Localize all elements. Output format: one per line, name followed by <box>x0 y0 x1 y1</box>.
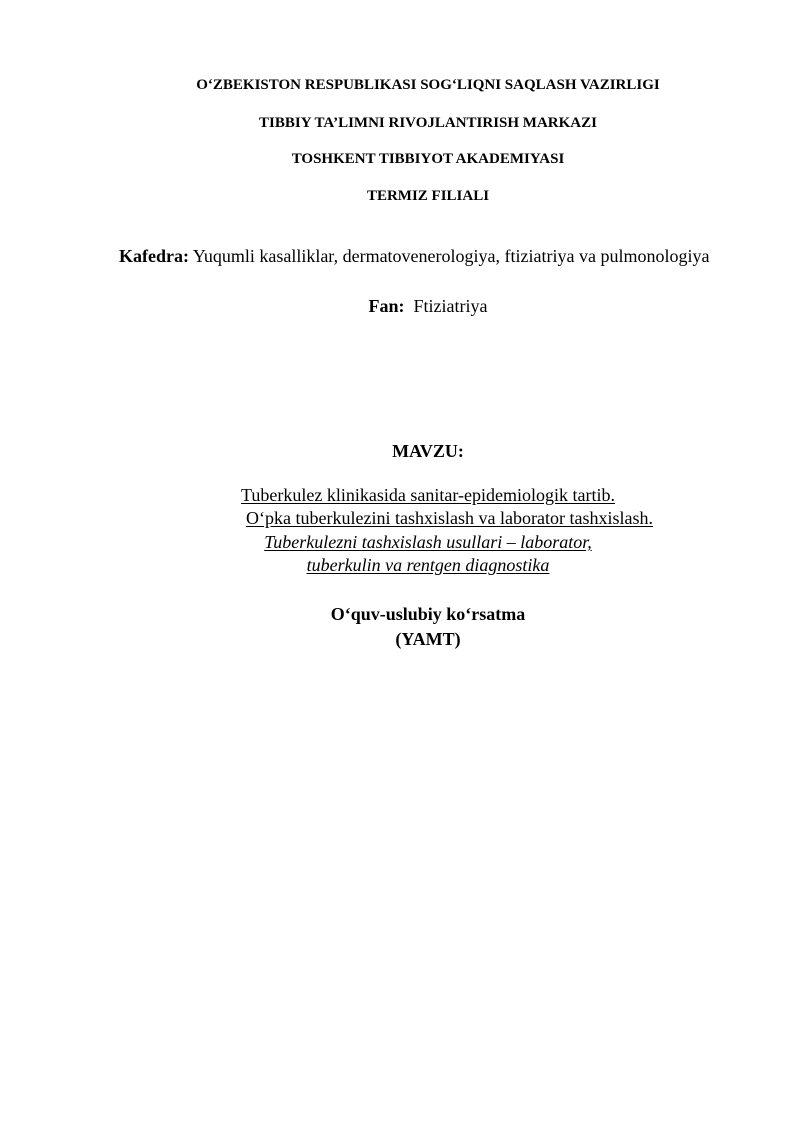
topic-line <box>0 485 800 506</box>
topic-label: MAVZU: <box>392 441 464 461</box>
topic-line-4: tuberkulin va rentgen diagnostika <box>306 555 550 575</box>
topic-line <box>0 532 800 553</box>
guide-abbreviation: (YAMT) <box>395 629 461 649</box>
ministry-heading: O‘ZBEKISTON RESPUBLIKASI SOG‘LIQNI SAQLASH VAZIRLIGI <box>196 77 660 93</box>
topic-line <box>0 555 800 576</box>
topic-line-2: O‘pka tuberkulezini tashxislash va laborator tashxislash. <box>246 508 653 528</box>
subject-value: Ftiziatriya <box>413 296 488 316</box>
topic-line-3: Tuberkulezni tashxislash usullari – laborator, <box>264 532 592 552</box>
center-heading: TIBBIY TA’LIMNI RIVOJLANTIRISH MARKAZI <box>259 115 597 131</box>
department-value: Yuqumli kasalliklar, dermatovenerologiya, ftiziatriya va pulmonologiya <box>192 246 710 266</box>
department-label: Kafedra: <box>119 246 189 266</box>
topic-line <box>0 508 800 529</box>
subject-line <box>0 296 800 317</box>
guide-title: O‘quv-uslubiy ko‘rsatma <box>330 604 526 624</box>
academy-heading: TOSHKENT TIBBIYOT AKADEMIYASI <box>291 151 565 167</box>
department-line <box>119 246 709 267</box>
subject-label: Fan: <box>368 296 405 316</box>
topic-line-1: Tuberkulez klinikasida sanitar-epidemiologik tartib. <box>241 485 615 505</box>
branch-heading: TERMIZ FILIALI <box>366 188 490 204</box>
